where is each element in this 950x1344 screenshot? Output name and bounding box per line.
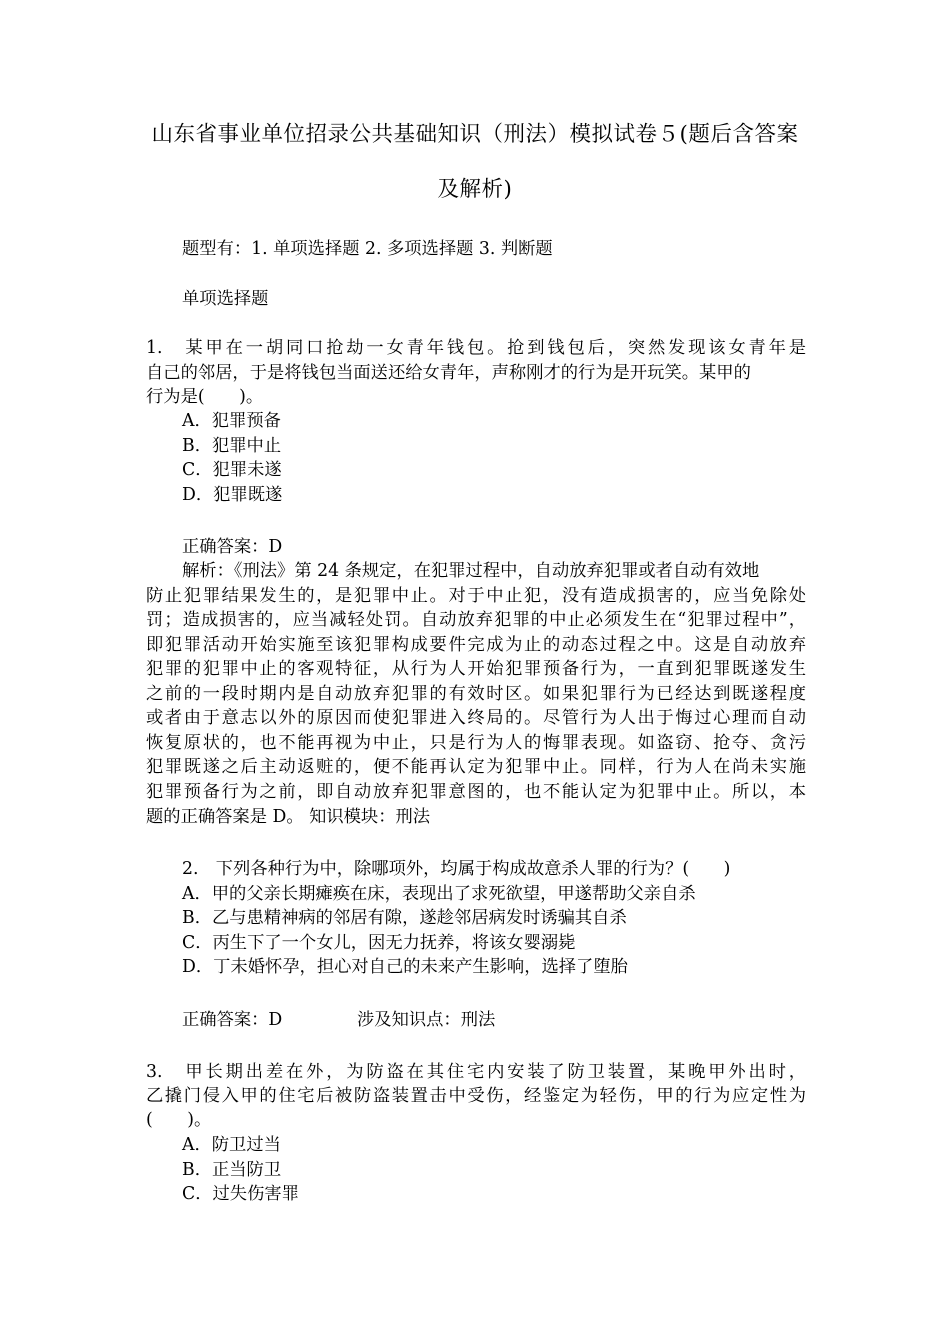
document-title-line-2: 及解析): [437, 177, 513, 202]
q1-analysis-line-8: 恢复原状的，也不能再视为中止，只是行为人的悔罪表现。如盗窃、抢夺、贪污: [146, 733, 806, 753]
q1-analysis-line-6: 之前的一段时期内是自动放弃犯罪的有效时区。如果犯罪行为已经达到既遂程度: [146, 684, 806, 704]
q2-knowledge-point: 涉及知识点：刑法: [357, 1010, 496, 1030]
q3-option-b: B．正当防卫: [182, 1160, 282, 1180]
q1-option-b: B．犯罪中止: [182, 436, 282, 456]
q1-analysis-line-11: 题的正确答案是 D。 知识模块：刑法: [146, 807, 431, 827]
q1-option-c: C．犯罪未遂: [182, 460, 282, 480]
q1-analysis-line-4: 即犯罪活动开始实施至该犯罪构成要件完成为止的动态过程之中。这是自动放弃: [146, 635, 806, 655]
q2-stem: 2. 下列各种行为中，除哪项外，均属于构成故意杀人罪的行为？( ): [182, 859, 731, 879]
q2-option-a: A．甲的父亲长期瘫痪在床，表现出了求死欲望，甲遂帮助父亲自杀: [182, 884, 696, 904]
q1-stem-line-2: 自己的邻居，于是将钱包当面送还给女青年，声称刚才的行为是开玩笑。某甲的: [146, 363, 751, 383]
q2-option-b: B．乙与患精神病的邻居有隙，遂趁邻居病发时诱骗其自杀: [182, 908, 627, 928]
q3-stem-line-2: 乙撬门侵入甲的住宅后被防盗装置击中受伤，经鉴定为轻伤，甲的行为应定性为: [146, 1086, 806, 1106]
section-heading-single-choice: 单项选择题: [182, 289, 269, 309]
q1-analysis-line-7: 或者由于意志以外的原因而使犯罪进入终局的。尽管行为人出于悔过心理而自动: [146, 708, 806, 728]
q2-option-c: C．丙生下了一个女儿，因无力抚养，将该女婴溺毙: [182, 933, 576, 953]
q1-stem-line-1: 1. 某甲在一胡同口抢劫一女青年钱包。抢到钱包后，突然发现该女青年是: [146, 338, 806, 358]
document-title-line-1: 山东省事业单位招录公共基础知识（刑法）模拟试卷５(题后含答案: [151, 122, 799, 147]
q1-analysis-line-2: 防止犯罪结果发生的，是犯罪中止。对于中止犯，没有造成损害的，应当免除处: [146, 586, 806, 606]
q1-option-d: D．犯罪既遂: [182, 485, 283, 505]
q2-option-d: D．丁未婚怀孕，担心对自己的未来产生影响，选择了堕胎: [182, 957, 628, 977]
q3-option-a: A．防卫过当: [182, 1135, 281, 1155]
q1-analysis-line-10: 犯罪预备行为之前，即自动放弃犯罪意图的，也不能认定为犯罪中止。所以，本: [146, 782, 806, 802]
question-types-summary: 题型有：1. 单项选择题 2. 多项选择题 3. 判断题: [182, 239, 553, 259]
q1-analysis-line-9: 犯罪既遂之后主动返赃的，便不能再认定为犯罪中止。同样，行为人在尚未实施: [146, 757, 806, 777]
q3-stem-line-3: ( )。: [146, 1110, 212, 1130]
q1-analysis-line-1: 解析：《刑法》第 24 条规定，在犯罪过程中，自动放弃犯罪或者自动有效地: [182, 561, 760, 581]
q1-option-a: A．犯罪预备: [182, 411, 281, 431]
q1-answer: 正确答案：D: [182, 537, 283, 557]
q1-analysis-line-5: 犯罪的犯罪中止的客观特征，从行为人开始犯罪预备行为，一直到犯罪既遂发生: [146, 659, 806, 679]
q3-stem-line-1: 3. 甲长期出差在外，为防盗在其住宅内安装了防卫装置，某晚甲外出时，: [146, 1062, 806, 1082]
q3-option-c: C．过失伤害罪: [182, 1184, 299, 1204]
q2-answer: 正确答案：D: [182, 1010, 283, 1030]
q1-stem-line-3: 行为是( )。: [146, 387, 264, 407]
q1-analysis-line-3: 罚；造成损害的，应当减轻处罚。自动放弃犯罪的中止必须发生在“犯罪过程中”，: [146, 610, 806, 630]
